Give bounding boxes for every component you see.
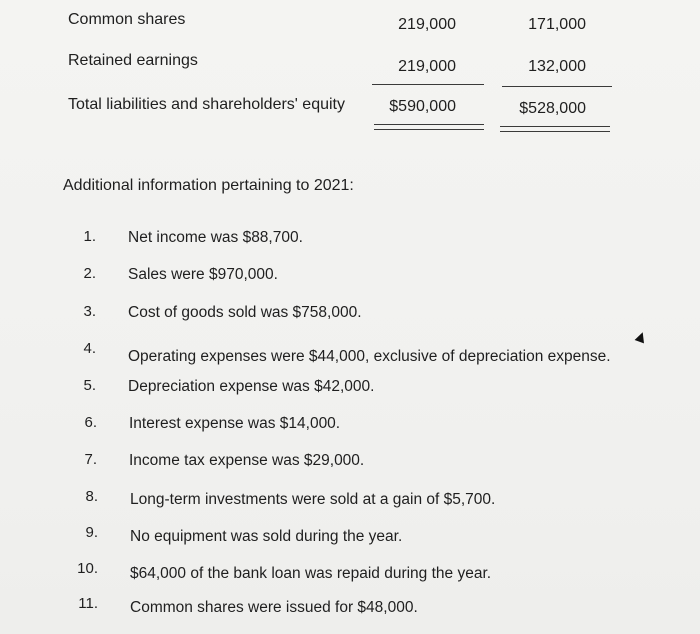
row-label-total-liabilities-equity: Total liabilities and shareholders' equity — [68, 96, 345, 113]
list-item-number: 9. — [85, 524, 98, 541]
list-item-text: No equipment was sold during the year. — [130, 528, 403, 545]
mouse-pointer-icon — [635, 331, 648, 344]
list-item-text: Cost of goods sold was $758,000. — [128, 304, 362, 321]
list-item-number: 11. — [78, 595, 98, 612]
row-label-common-shares: Common shares — [68, 11, 186, 28]
list-item-text: Interest expense was $14,000. — [129, 415, 341, 432]
row-value-2020-common-shares: 171,000 — [528, 16, 586, 33]
row-value-2021-common-shares: 219,000 — [398, 16, 456, 33]
list-item-number: 10. — [77, 560, 98, 577]
row-value-2021-retained-earnings: 219,000 — [398, 58, 456, 75]
list-item-number: 1. — [83, 228, 96, 245]
list-item-number: 2. — [83, 265, 96, 282]
additional-info-heading: Additional information pertaining to 2021: — [63, 177, 354, 194]
row-label-retained-earnings: Retained earnings — [68, 52, 198, 69]
list-item-text: Operating expenses were $44,000, exclusive of depreciation expense. — [128, 348, 611, 365]
row-value-2020-retained-earnings: 132,000 — [528, 58, 586, 75]
list-item-text: Long-term investments were sold at a gain of $5,700. — [130, 491, 496, 508]
subtotal-rule-2021 — [372, 84, 484, 85]
list-item-number: 4. — [83, 340, 96, 357]
list-item-text: $64,000 of the bank loan was repaid during the year. — [130, 565, 492, 582]
list-item-number: 6. — [84, 414, 97, 431]
list-item-text: Common shares were issued for $48,000. — [130, 599, 418, 616]
row-value-2021-total: $590,000 — [389, 98, 456, 115]
total-double-rule-2020 — [500, 126, 610, 132]
list-item-text: Income tax expense was $29,000. — [129, 452, 365, 469]
list-item-number: 5. — [83, 377, 96, 394]
total-double-rule-2021 — [374, 124, 484, 130]
list-item-text: Depreciation expense was $42,000. — [128, 378, 375, 395]
row-value-2020-total: $528,000 — [519, 100, 586, 117]
subtotal-rule-2020 — [502, 86, 612, 87]
list-item-text: Sales were $970,000. — [128, 266, 278, 283]
list-item-text: Net income was $88,700. — [128, 229, 303, 246]
list-item-number: 8. — [85, 488, 98, 505]
list-item-number: 7. — [84, 451, 97, 468]
list-item-number: 3. — [83, 303, 96, 320]
